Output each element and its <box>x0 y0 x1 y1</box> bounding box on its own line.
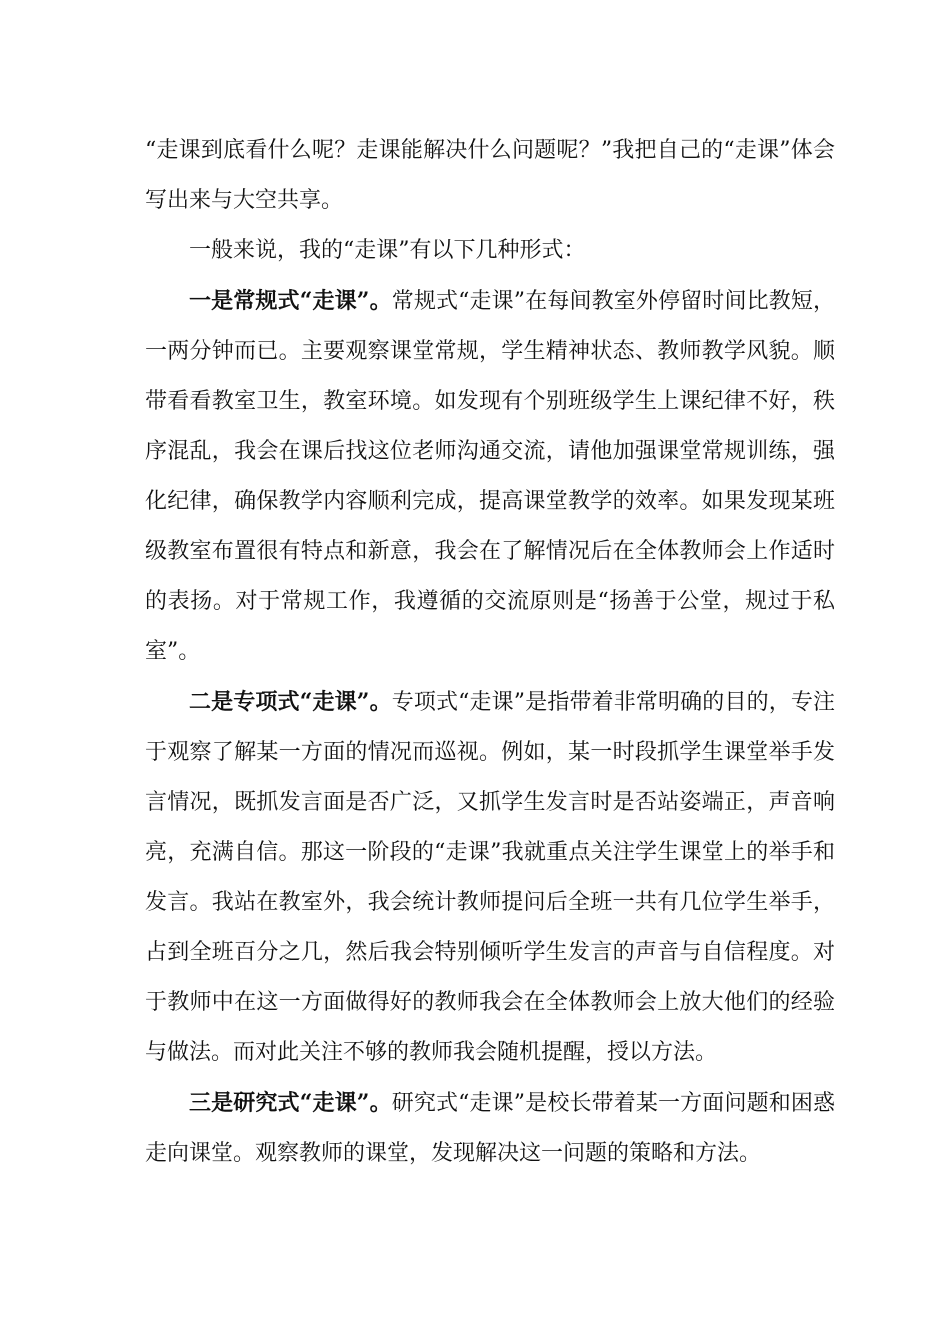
paragraph-special-walk <box>145 677 835 1078</box>
paragraph-research-walk-heading: 三是研究式“走课”。 <box>189 1090 392 1116</box>
paragraph-routine-walk-text: 常规式“走课”在每间教室外停留时间比教短，一两分钟而已。主要观察课堂常规，学生精神状态、教师教学风貌。顺带看看教室卫生，教室环境。如发现有个别班级学生上课纪律不好，秩序混乱，我会在课后找这位老师沟通交流，请他加强课堂常规训练，强化纪律，确保教学内容顺利完成，提高课堂教学的效率。如果发现某班级教室布置很有特点和新意，我会在了解情况后在全体教师会上作适时的表扬。对于常规工作，我遵循的交流原则是“扬善于公堂，规过于私室”。 <box>145 289 836 664</box>
paragraph-intro-text: “走课到底看什么呢？走课能解决什么问题呢？”我把自己的“走课”体会写出来与大空共享。 <box>145 138 835 213</box>
paragraph-forms-overview <box>145 226 835 276</box>
paragraph-special-walk-text: 专项式“走课”是指带着非常明确的目的，专注于观察了解某一方面的情况而巡视。例如，某一时段抓学生课堂举手发言情况，既抓发言面是否广泛，又抓学生发言时是否站姿端正，声音响亮，充满自信。那这一阶段的“走课”我就重点关注学生课堂上的举手和发言。我站在教室外，我会统计教师提问后全班一共有几位学生举手，占到全班百分之几，然后我会特别倾听学生发言的声音与自信程度。对于教师中在这一方面做得好的教师我会在全体教师会上放大他们的经验与做法。而对此关注不够的教师我会随机提醒，授以方法。 <box>145 690 836 1065</box>
paragraph-routine-walk <box>145 276 835 677</box>
document-body <box>145 126 835 1179</box>
paragraph-special-walk-heading: 二是专项式“走课”。 <box>189 689 392 715</box>
paragraph-research-walk <box>145 1078 835 1179</box>
paragraph-forms-overview-text: 一般来说，我的“走课”有以下几种形式： <box>189 238 586 263</box>
paragraph-intro <box>145 126 835 226</box>
paragraph-research-walk-text: 研究式“走课”是校长带着某一方面问题和困惑走向课堂。观察教师的课堂，发现解决这一问题的策略和方法。 <box>145 1091 836 1166</box>
paragraph-routine-walk-heading: 一是常规式“走课”。 <box>189 288 392 314</box>
